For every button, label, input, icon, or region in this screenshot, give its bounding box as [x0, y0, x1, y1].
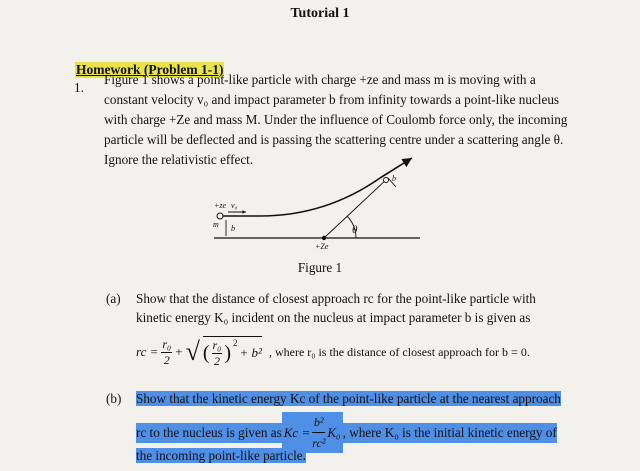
part-b-line-2-pre: rc to the nucleus is given as [136, 423, 282, 443]
charge-label: +ze [214, 201, 227, 210]
part-b-line-1 [136, 389, 561, 409]
particle-marker [217, 213, 223, 219]
formula-a-inner-fraction [212, 338, 223, 369]
trajectory-curve [222, 158, 412, 216]
velocity-label: v₀ [231, 201, 238, 210]
problem-line-2: constant velocity v₀ and impact parameter b from infinity towards a point-like nucleus [104, 92, 560, 107]
formula-b-fraction [312, 412, 325, 453]
figure-caption: Figure 1 [297, 260, 343, 275]
part-a-line-1: Show that the distance of closest approach rc for the point-like particle with [136, 291, 536, 306]
part-b-line-1-text: Show that the kinetic energy Kc of the point-like particle at the nearest approach [136, 391, 561, 406]
impact-label: b [231, 224, 235, 233]
scattering-figure [200, 154, 440, 266]
part-b-line-3 [136, 446, 306, 466]
homework-heading: Homework (Problem 1-1) [76, 62, 224, 77]
problem-number: 1. [74, 80, 84, 95]
formula-b-frac-den: rc² [312, 436, 326, 450]
closest-approach-formula: rc = $\frac{\text{r₀}}{2}$ + √ ( $\frac{\text{r₀}}{2}$ ) $^2$ + b² , where r₀ is the distance of closest approach for b = 0. [136, 336, 530, 368]
formula-b-tail: K₀ [327, 424, 341, 440]
part-b-label: (b) [106, 391, 122, 406]
formula-a-note: , where r₀ is the distance of closest approach for b = 0. [268, 344, 530, 359]
outgoing-b-label: b [392, 174, 396, 183]
formula-a-inner-num: r₀ [212, 337, 222, 352]
formula-a-lhs: rc = [136, 344, 159, 359]
problem-line-1: Figure 1 shows a point-like particle with charge +ze and mass m is moving with a [104, 72, 536, 87]
problem-line-4: particle will be deflected and is passing the scattering centre under a scattering angle θ. [104, 132, 564, 147]
part-a-line-2: kinetic energy K₀ incident on the nucleus at impact parameter b is given as [136, 310, 531, 325]
formula-a-inner-den: 2 [213, 353, 220, 368]
formula-a-frac-num: r₀ [162, 336, 172, 351]
formula-a-fraction [161, 337, 172, 368]
angle-label: θ [352, 224, 358, 236]
part-a-label: (a) [106, 291, 121, 306]
problem-line-5: Ignore the relativistic effect. [104, 152, 254, 167]
problem-line-3: with charge +Ze and mass M. Under the influence of Coulomb force only, the incoming [104, 112, 568, 127]
formula-b-lhs: Kc = [283, 424, 311, 440]
nucleus-label: +Ze [315, 242, 329, 251]
formula-a-sqrt-tail: + b² [239, 345, 262, 360]
mass-label: m [213, 220, 219, 229]
outgoing-particle-marker [384, 178, 389, 183]
formula-a-frac-den: 2 [163, 352, 170, 367]
part-b-line-2-post: , where K₀ is the initial kinetic energy of [343, 423, 557, 443]
formula-b-frac-num: b² [312, 412, 325, 433]
formula-a-exponent: 2 [233, 337, 238, 348]
formula-a-radicand: ( $\frac{\text{r₀}}{2}$ ) $^2$ + b² [202, 337, 262, 368]
page-title: Tutorial 1 [290, 6, 350, 21]
part-b-line-3-text: the incoming point-like particle. [136, 448, 306, 463]
